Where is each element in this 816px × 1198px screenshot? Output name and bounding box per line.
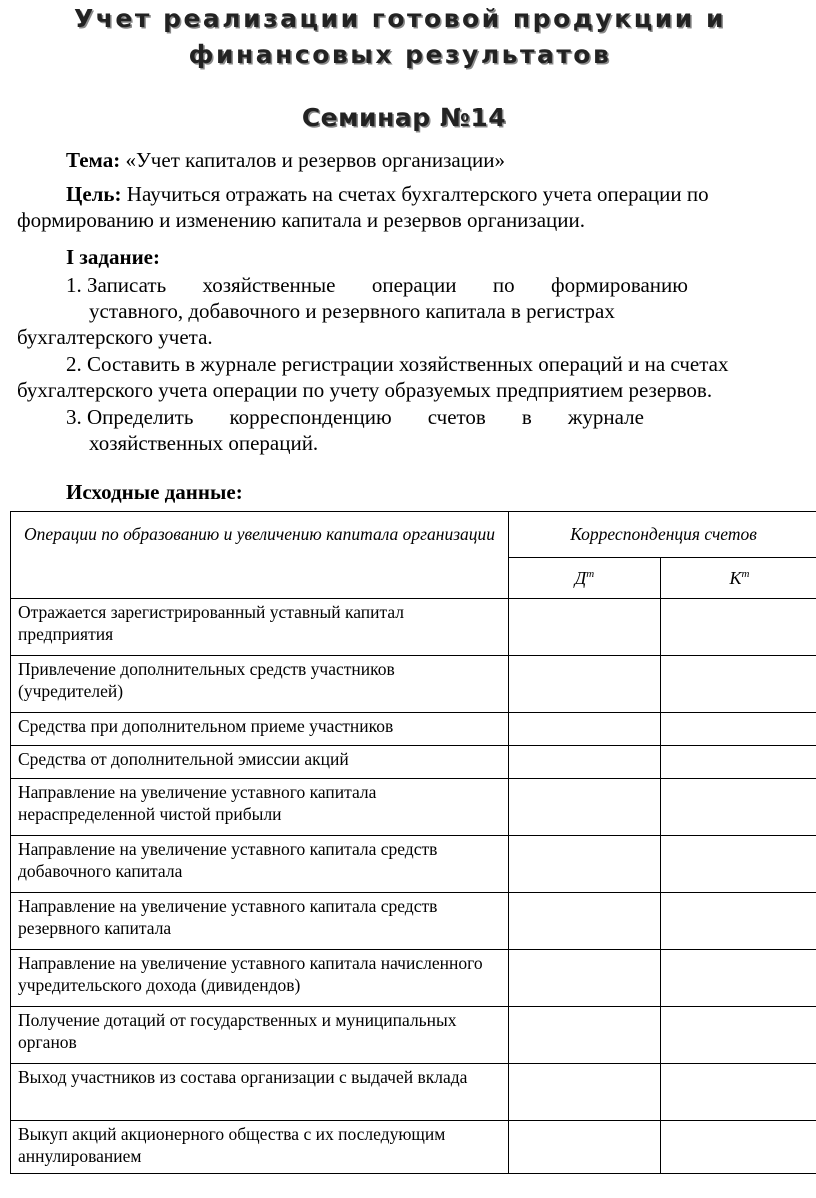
goal-line-2: формированию и изменению капитала и резервов организации.	[17, 208, 586, 232]
operation-cell: Направление на увеличение уставного капитала нераспределенной чистой прибыли	[11, 779, 509, 836]
debit-cell[interactable]	[509, 713, 661, 746]
item3-word: корреспонденцию	[229, 405, 392, 429]
document-title-line-2: финансовых результатов	[188, 40, 612, 69]
operation-cell: Выкуп акций акционерного общества с их последующим аннулированием	[11, 1121, 509, 1174]
seminar-heading: Семинар №14	[301, 103, 507, 132]
operation-cell: Получение дотаций от государственных и муниципальных органов	[11, 1007, 509, 1064]
debit-cell[interactable]	[509, 746, 661, 779]
assignment-item-1-line-2: уставного, добавочного и резервного капитала в регистрах	[89, 299, 615, 323]
table-row	[11, 1121, 816, 1174]
item1-word: формированию	[551, 273, 688, 297]
credit-cell[interactable]	[661, 656, 816, 713]
operations-table	[10, 511, 816, 1174]
credit-superscript: т	[741, 567, 750, 580]
goal-line-1	[66, 181, 709, 207]
item1-word: хозяйственные	[202, 273, 336, 297]
credit-cell[interactable]	[661, 950, 816, 1007]
debit-cell[interactable]	[509, 836, 661, 893]
table-row	[11, 656, 816, 713]
debit-label: Д	[574, 567, 587, 588]
topic-text: «Учет капиталов и резервов организации»	[120, 148, 505, 172]
item3-word: счетов	[427, 405, 486, 429]
credit-cell[interactable]	[661, 1064, 816, 1121]
item1-word: 1. Записать	[66, 273, 167, 297]
table-row	[11, 1007, 816, 1064]
table-row	[11, 836, 816, 893]
credit-cell[interactable]	[661, 1121, 816, 1174]
credit-cell[interactable]	[661, 746, 816, 779]
goal-text-1: Научиться отражать на счетах бухгалтерского учета операции по	[121, 182, 709, 206]
operation-cell: Привлечение дополнительных средств участников (учредителей)	[11, 656, 509, 713]
item1-word: операции	[371, 273, 457, 297]
operation-cell: Средства от дополнительной эмиссии акций	[11, 746, 509, 779]
credit-cell[interactable]	[661, 1007, 816, 1064]
debit-cell[interactable]	[509, 1007, 661, 1064]
assignment-item-3-line-1	[66, 404, 644, 430]
item1-word: по	[492, 273, 515, 297]
header-credit	[661, 558, 816, 599]
table-row	[11, 713, 816, 746]
debit-superscript: т	[586, 567, 595, 580]
header-debit	[509, 558, 661, 599]
operation-cell: Направление на увеличение уставного капитала средств резервного капитала	[11, 893, 509, 950]
credit-cell[interactable]	[661, 599, 816, 656]
item3-word: в	[521, 405, 532, 429]
table-row	[11, 893, 816, 950]
topic-line	[66, 147, 505, 173]
table-row	[11, 746, 816, 779]
debit-cell[interactable]	[509, 950, 661, 1007]
operation-cell: Средства при дополнительном приеме участников	[11, 713, 509, 746]
operation-cell: Направление на увеличение уставного капитала средств добавочного капитала	[11, 836, 509, 893]
item3-word: журнале	[567, 405, 644, 429]
debit-cell[interactable]	[509, 779, 661, 836]
table-row	[11, 1064, 816, 1121]
assignment-item-2-line-1: 2. Составить в журнале регистрации хозяйственных операций и на счетах	[66, 352, 729, 376]
assignment-item-3-line-2: хозяйственных операций.	[89, 431, 319, 455]
credit-label: К	[729, 567, 742, 588]
goal-label: Цель:	[66, 182, 122, 206]
debit-cell[interactable]	[509, 1064, 661, 1121]
assignment-item-1-line-3: бухгалтерского учета.	[17, 325, 213, 349]
credit-cell[interactable]	[661, 893, 816, 950]
header-operations: Операции по образованию и увеличению капитала организации	[11, 512, 509, 599]
operation-cell: Отражается зарегистрированный уставный капитал предприятия	[11, 599, 509, 656]
operation-cell: Выход участников из состава организации с выдачей вклада	[11, 1064, 509, 1121]
assignment-item-2-line-2: бухгалтерского учета операции по учету образуемых предприятием резервов.	[17, 378, 713, 402]
credit-cell[interactable]	[661, 836, 816, 893]
table-row	[11, 950, 816, 1007]
assignment-heading: I задание:	[66, 245, 160, 269]
debit-cell[interactable]	[509, 599, 661, 656]
topic-label: Тема:	[66, 148, 121, 172]
debit-cell[interactable]	[509, 1121, 661, 1174]
debit-cell[interactable]	[509, 893, 661, 950]
debit-cell[interactable]	[509, 656, 661, 713]
table-row	[11, 599, 816, 656]
item3-word: 3. Определить	[66, 405, 194, 429]
header-correspondence: Корреспонденция счетов	[509, 512, 816, 558]
source-data-heading: Исходные данные:	[66, 480, 243, 504]
document-title-line-1: Учет реализации готовой продукции и	[73, 4, 726, 33]
table-row	[11, 779, 816, 836]
assignment-item-1-line-1	[66, 272, 688, 298]
operation-cell: Направление на увеличение уставного капитала начисленного учредительского дохода (дивидендов)	[11, 950, 509, 1007]
credit-cell[interactable]	[661, 779, 816, 836]
credit-cell[interactable]	[661, 713, 816, 746]
